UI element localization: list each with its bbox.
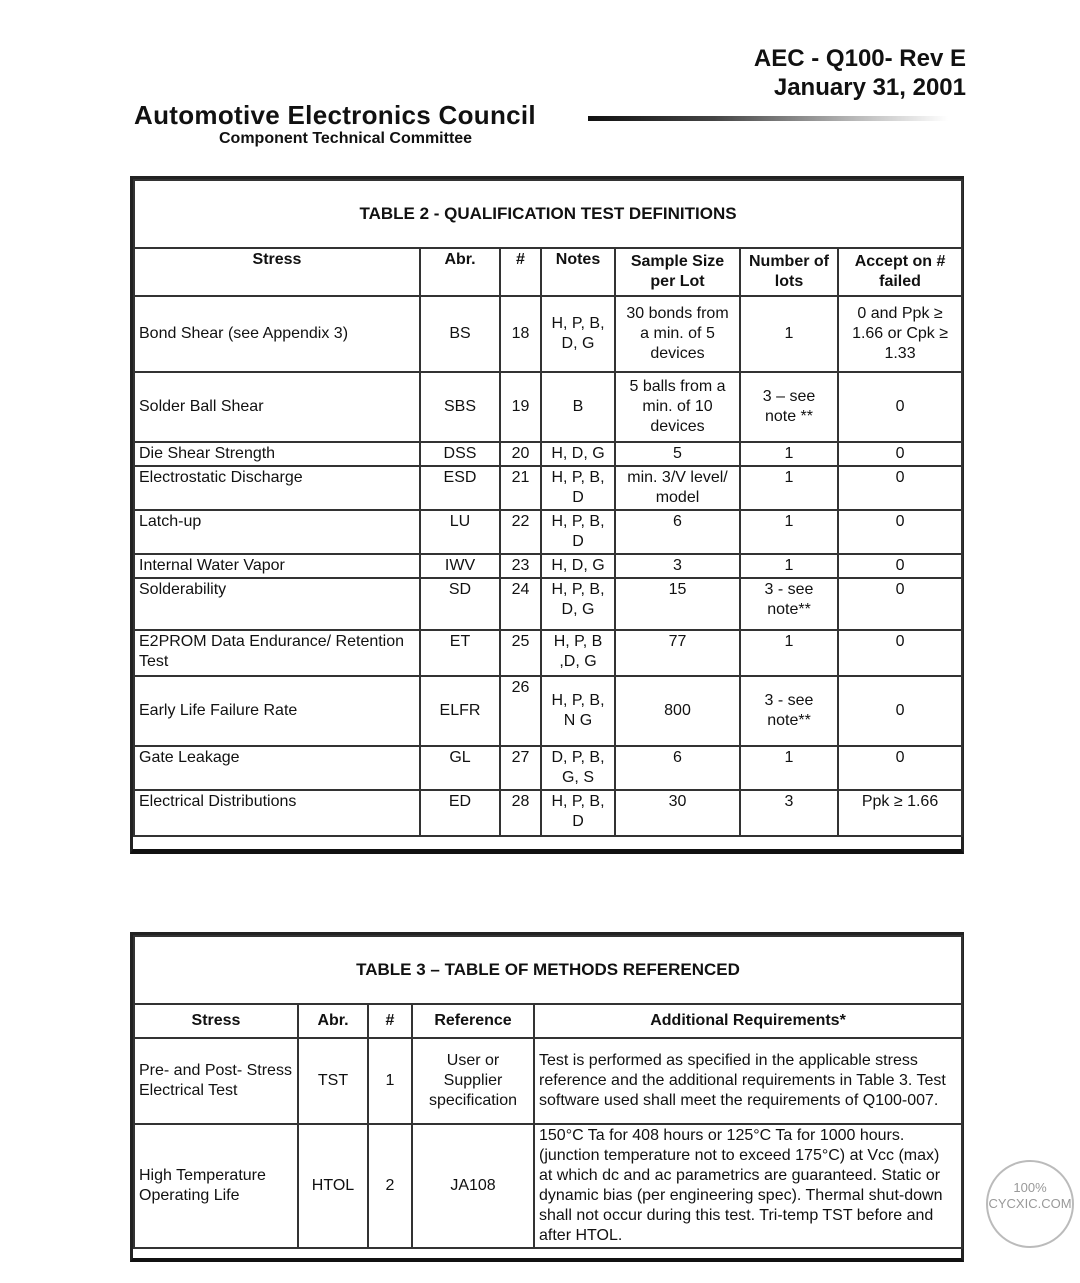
cell-additional-requirements: 150°C Ta for 408 hours or 125°C Ta for 1000 hours. (junction temperature not to exceed 175°C) at Vcc (max) at which dc and ac parametrics are guaranteed. Static or dynamic bias (per engineering spec). Thermal shut-down shall not occur during this test. Tri-temp TST before and after HTOL. [534, 1124, 962, 1248]
cell-abr: IWV [420, 554, 500, 578]
cell-lots: 1 [740, 510, 838, 554]
cell-accept: 0 [838, 554, 962, 578]
cell-accept: 0 [838, 466, 962, 510]
col-header-num: # [368, 1004, 412, 1038]
cell-lots: 3 - see note** [740, 676, 838, 746]
table-row [134, 1124, 962, 1248]
cell-num: 20 [500, 442, 541, 466]
cell-sample-size: 30 bonds from a min. of 5 devices [615, 296, 740, 372]
cell-stress: High Temperature Operating Life [134, 1124, 298, 1248]
cell-abr: ET [420, 630, 500, 676]
cell-notes: H, P, B, D [541, 510, 615, 554]
table-row [134, 296, 962, 372]
cell-lots: 1 [740, 466, 838, 510]
cell-sample-size: 5 balls from a min. of 10 devices [615, 372, 740, 442]
table-row [134, 578, 962, 630]
col-header-sample-size: Sample Size per Lot [615, 248, 740, 296]
col-header-additional-requirements: Additional Requirements* [534, 1004, 962, 1038]
table-row [134, 510, 962, 554]
cell-abr: TST [298, 1038, 368, 1124]
cell-notes: H, D, G [541, 554, 615, 578]
cell-notes: H, P, B, D [541, 466, 615, 510]
stamp-text: 100% [1013, 1180, 1047, 1195]
cell-stress: Solderability [134, 578, 420, 630]
cell-lots: 1 [740, 296, 838, 372]
cell-abr: DSS [420, 442, 500, 466]
cell-additional-requirements: Test is performed as specified in the applicable stress reference and the additional requirements in Table 3. Test software used shall meet the requirements of Q100-007. [534, 1038, 962, 1124]
col-header-number-of-lots: Number of lots [740, 248, 838, 296]
cell-sample-size: 6 [615, 746, 740, 790]
cell-stress: Bond Shear (see Appendix 3) [134, 296, 420, 372]
col-header-stress: Stress [134, 248, 420, 296]
cell-num: 21 [500, 466, 541, 510]
org-name: Automotive Electronics Council [134, 100, 536, 130]
cell-lots: 1 [740, 554, 838, 578]
cell-stress: Electrostatic Discharge [134, 466, 420, 510]
table-3-grid [133, 935, 963, 1249]
cell-abr: BS [420, 296, 500, 372]
table-2-grid [133, 179, 963, 837]
cell-num: 18 [500, 296, 541, 372]
cell-abr: SBS [420, 372, 500, 442]
table-row [134, 1038, 962, 1124]
cell-sample-size: 800 [615, 676, 740, 746]
cell-lots: 3 [740, 790, 838, 836]
cell-num: 24 [500, 578, 541, 630]
cell-notes: H, P, B, N G [541, 676, 615, 746]
cell-num: 25 [500, 630, 541, 676]
cell-num: 19 [500, 372, 541, 442]
cell-stress: Gate Leakage [134, 746, 420, 790]
cell-accept: 0 [838, 578, 962, 630]
cell-sample-size: 6 [615, 510, 740, 554]
cell-reference: User or Supplier specification [412, 1038, 534, 1124]
cell-abr: GL [420, 746, 500, 790]
cell-sample-size: 3 [615, 554, 740, 578]
col-header-reference: Reference [412, 1004, 534, 1038]
table-3-title: TABLE 3 – TABLE OF METHODS REFERENCED [134, 936, 962, 1004]
cell-stress: Early Life Failure Rate [134, 676, 420, 746]
cell-sample-size: 15 [615, 578, 740, 630]
cell-notes: H, P, B ,D, G [541, 630, 615, 676]
table-row [134, 372, 962, 442]
table-2 [130, 176, 964, 854]
cell-num: 27 [500, 746, 541, 790]
table-row [134, 442, 962, 466]
stamp-site: CYCXIC.COM [988, 1196, 1072, 1211]
table-3 [130, 932, 964, 1262]
cell-notes: H, P, B, D, G [541, 578, 615, 630]
col-header-num: # [500, 248, 541, 296]
cell-reference: JA108 [412, 1124, 534, 1248]
cell-abr: SD [420, 578, 500, 630]
cell-stress: Latch-up [134, 510, 420, 554]
doc-id: AEC - Q100- Rev E [753, 45, 966, 72]
cell-notes: D, P, B, G, S [541, 746, 615, 790]
cell-lots: 1 [740, 630, 838, 676]
cell-abr: ESD [420, 466, 500, 510]
table-row [134, 790, 962, 836]
cell-lots: 3 – see note ** [740, 372, 838, 442]
cell-notes: H, D, G [541, 442, 615, 466]
cell-sample-size: 5 [615, 442, 740, 466]
cell-stress: E2PROM Data Endurance/ Retention Test [134, 630, 420, 676]
cell-accept: 0 [838, 372, 962, 442]
cell-stress: Solder Ball Shear [134, 372, 420, 442]
cell-num: 23 [500, 554, 541, 578]
cell-abr: ELFR [420, 676, 500, 746]
cell-num: 22 [500, 510, 541, 554]
cell-abr: ED [420, 790, 500, 836]
doc-header-right [754, 44, 966, 102]
col-header-stress: Stress [134, 1004, 298, 1038]
col-header-abr: Abr. [420, 248, 500, 296]
table-row [134, 554, 962, 578]
table-row [134, 676, 962, 746]
table-2-title: TABLE 2 - QUALIFICATION TEST DEFINITIONS [134, 180, 962, 248]
cell-abr: HTOL [298, 1124, 368, 1248]
col-header-accept: Accept on # failed [838, 248, 962, 296]
cell-num: 26 [500, 676, 541, 746]
cell-stress: Die Shear Strength [134, 442, 420, 466]
table-row [134, 466, 962, 510]
cell-lots: 3 - see note** [740, 578, 838, 630]
org-rule-divider [588, 116, 948, 121]
cell-sample-size: 77 [615, 630, 740, 676]
col-header-notes: Notes [541, 248, 615, 296]
cell-stress: Pre- and Post- Stress Electrical Test [134, 1038, 298, 1124]
cell-accept: 0 [838, 630, 962, 676]
cell-lots: 1 [740, 746, 838, 790]
cell-accept: 0 and Ppk ≥ 1.66 or Cpk ≥ 1.33 [838, 296, 962, 372]
cell-accept: 0 [838, 676, 962, 746]
cell-stress: Internal Water Vapor [134, 554, 420, 578]
cell-notes: B [541, 372, 615, 442]
doc-date: January 31, 2001 [773, 74, 966, 101]
watermark-stamp [986, 1160, 1074, 1248]
cell-stress: Electrical Distributions [134, 790, 420, 836]
cell-sample-size: min. 3/V level/ model [615, 466, 740, 510]
cell-abr: LU [420, 510, 500, 554]
cell-notes: H, P, B, D, G [541, 296, 615, 372]
cell-accept: 0 [838, 746, 962, 790]
table-row [134, 630, 962, 676]
cell-accept: Ppk ≥ 1.66 [838, 790, 962, 836]
cell-accept: 0 [838, 510, 962, 554]
table-row [134, 746, 962, 790]
cell-accept: 0 [838, 442, 962, 466]
cell-num: 1 [368, 1038, 412, 1124]
col-header-abr: Abr. [298, 1004, 368, 1038]
cell-sample-size: 30 [615, 790, 740, 836]
cell-lots: 1 [740, 442, 838, 466]
cell-notes: H, P, B, D [541, 790, 615, 836]
cell-num: 2 [368, 1124, 412, 1248]
committee-name: Component Technical Committee [219, 130, 473, 147]
cell-num: 28 [500, 790, 541, 836]
